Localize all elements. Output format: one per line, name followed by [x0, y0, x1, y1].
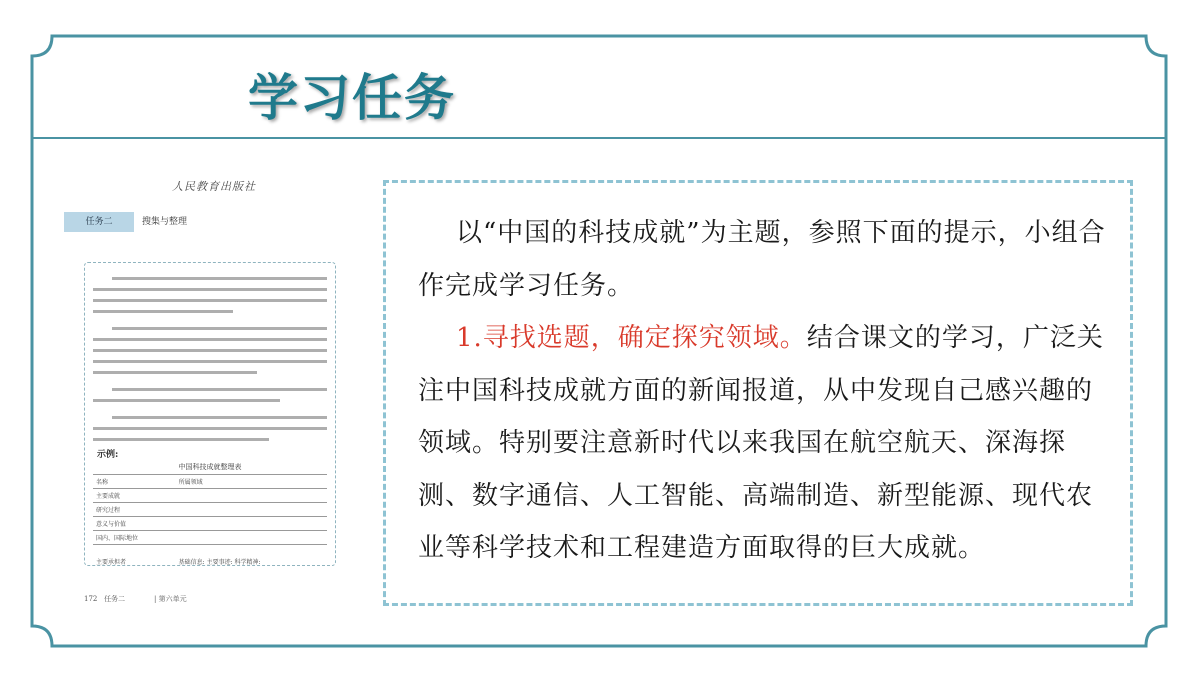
table-cell: 国内、国际地位: [93, 531, 176, 545]
achievement-table: [93, 474, 327, 577]
table-row: [93, 489, 327, 503]
publisher-logo: 人民教育出版社: [172, 180, 256, 193]
step-body: 结合课文的学习，广泛关注中国科技成就方面的新闻报道，从中发现自己感兴趣的领域。特别要注意新时代以来我国在航空航天、深海探测、数字通信、人工智能、高端制造、新型能源、现代农业等科学技术和工程建造方面取得的巨大成就。: [418, 323, 1104, 563]
footer-unit: 第六单元: [158, 595, 187, 603]
step-heading: 1.寻找选题，确定探究领域。: [456, 323, 807, 353]
task-intro: 以“中国的科技成就”为主题，参照下面的提示，小组合作完成学习任务。: [418, 218, 1106, 301]
table-row: [93, 503, 327, 517]
page-title: 学习任务: [248, 69, 456, 127]
table-cell: 意义与价值: [93, 517, 176, 531]
table-row: [93, 517, 327, 531]
page-number: 172: [84, 595, 98, 603]
table-cell: 所属领域: [176, 475, 327, 489]
task-card: [383, 180, 1133, 606]
table-cell: 基础信息: 主要事迹: 科学精神:: [176, 545, 327, 578]
table-cell: 主要承担者: [93, 545, 176, 578]
table-cell: 名称: [93, 475, 176, 489]
task-text: [418, 207, 1108, 575]
table-row: [93, 531, 327, 545]
table-cell: 研究过程: [93, 503, 176, 517]
sample-label: 示例:: [97, 450, 119, 460]
textbook-page-image: [62, 170, 352, 610]
table-cell: 主要成就: [93, 489, 176, 503]
task-label: 任务二: [64, 212, 134, 232]
textbook-content-box: [84, 262, 336, 566]
table-row: [93, 475, 327, 489]
table-row: [93, 545, 327, 578]
task-subtitle: 搜集与整理: [142, 217, 188, 227]
page-footer: 172 任务二 | 第六单元: [84, 595, 187, 603]
table-title: 中国科技成就整理表: [178, 463, 242, 471]
footer-task: 任务二: [104, 595, 126, 603]
